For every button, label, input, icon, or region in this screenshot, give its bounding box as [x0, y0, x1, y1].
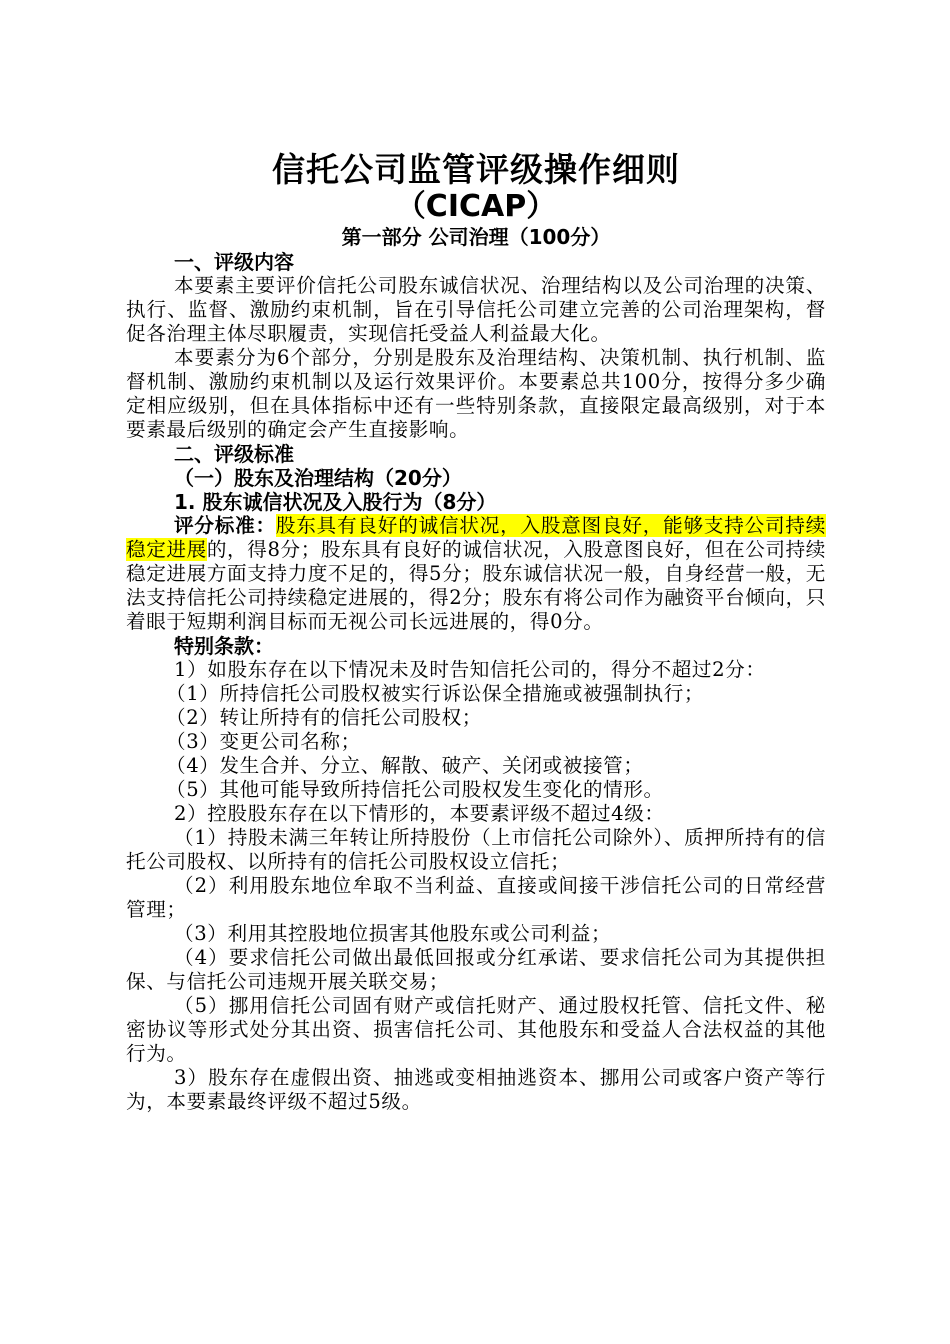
clause-2-item: （3）利用其控股地位损害其他股东或公司利益； — [174, 922, 612, 945]
clause-2-item: （5）挪用信托公司固有财产或信托财产、通过股权托管、信托文件、秘密协议等形式处分其出资、损害信托公司、其他股东和受益人合法权益的其他行为。 — [126, 994, 826, 1065]
clause-1-item: （3）变更公司名称； — [166, 730, 361, 753]
clause-2-item: （1）持股未满三年转让所持股份（上市信托公司除外）、质押所持有的信托公司股权、以所持有的信托公司股权设立信托； — [126, 826, 826, 873]
document-subtitle: （CICAP） — [395, 189, 557, 224]
clause-1-item: （2）转让所持有的信托公司股权； — [166, 706, 482, 729]
section-heading-standards: 二、评级标准 — [174, 442, 294, 466]
subsection-heading: （一）股东及治理结构（20分） — [174, 466, 462, 490]
item-heading: 1. 股东诚信状况及入股行为（8分） — [174, 490, 497, 514]
criteria-label: 评分标准： — [174, 514, 276, 537]
paragraph-structure: 本要素分为6个部分，分别是股东及治理结构、决策机制、执行机制、监督机制、激励约束机制以及运行效果评价。本要素总共100分，按得分多少确定相应级别，但在具体指标中还有一些特别条款，直接限定最高级别，对于本要素最后级别的确定会产生直接影响。 — [126, 346, 826, 441]
document-page — [126, 150, 826, 1114]
clause-2: 2）控股股东存在以下情形的，本要素评级不超过4级： — [174, 802, 665, 825]
clause-3: 3）股东存在虚假出资、抽逃或变相抽逃资本、挪用公司或客户资产等行为，本要素最终评级不超过5级。 — [126, 1066, 826, 1113]
section-heading-content: 一、评级内容 — [174, 250, 294, 274]
clause-2-item: （4）要求信托公司做出最低回报或分红承诺、要求信托公司为其提供担保、与信托公司违规开展关联交易； — [126, 946, 826, 993]
scoring-criteria — [126, 514, 826, 634]
clause-1-item: （1）所持信托公司股权被实行诉讼保全措施或被强制执行； — [166, 682, 705, 705]
highlighted-text: 股东具有良好的诚信状况，入股意图良好，能够支持公司持续稳定进展 — [126, 514, 826, 561]
clause-1-item: （4）发生合并、分立、解散、破产、关闭或被接管； — [166, 754, 644, 777]
clause-1-item: （5）其他可能导致所持信托公司股权发生变化的情形。 — [166, 778, 664, 801]
part-title: 第一部分 公司治理（100分） — [341, 225, 611, 249]
paragraph-intro: 本要素主要评价信托公司股东诚信状况、治理结构以及公司治理的决策、执行、监督、激励约束机制，旨在引导信托公司建立完善的公司治理架构，督促各治理主体尽职履责，实现信托受益人利益最大化。 — [126, 274, 826, 345]
document-title: 信托公司监管评级操作细则 — [272, 150, 680, 189]
clause-2-item: （2）利用股东地位牟取不当利益、直接或间接干涉信托公司的日常经营管理； — [126, 874, 826, 921]
criteria-text: 的，得8分；股东具有良好的诚信状况，入股意图良好，但在公司持续稳定进展方面支持力度不足的，得5分；股东诚信状况一般，自身经营一般，无法支持信托公司持续稳定进展的，得2分；股东有将公司作为融资平台倾向，只着眼于短期利润目标而无视公司长远进展的，得0分。 — [126, 538, 826, 633]
clause-1: 1）如股东存在以下情况未及时告知信托公司的，得分不超过2分： — [174, 658, 766, 681]
special-clause-label: 特别条款： — [174, 634, 274, 658]
